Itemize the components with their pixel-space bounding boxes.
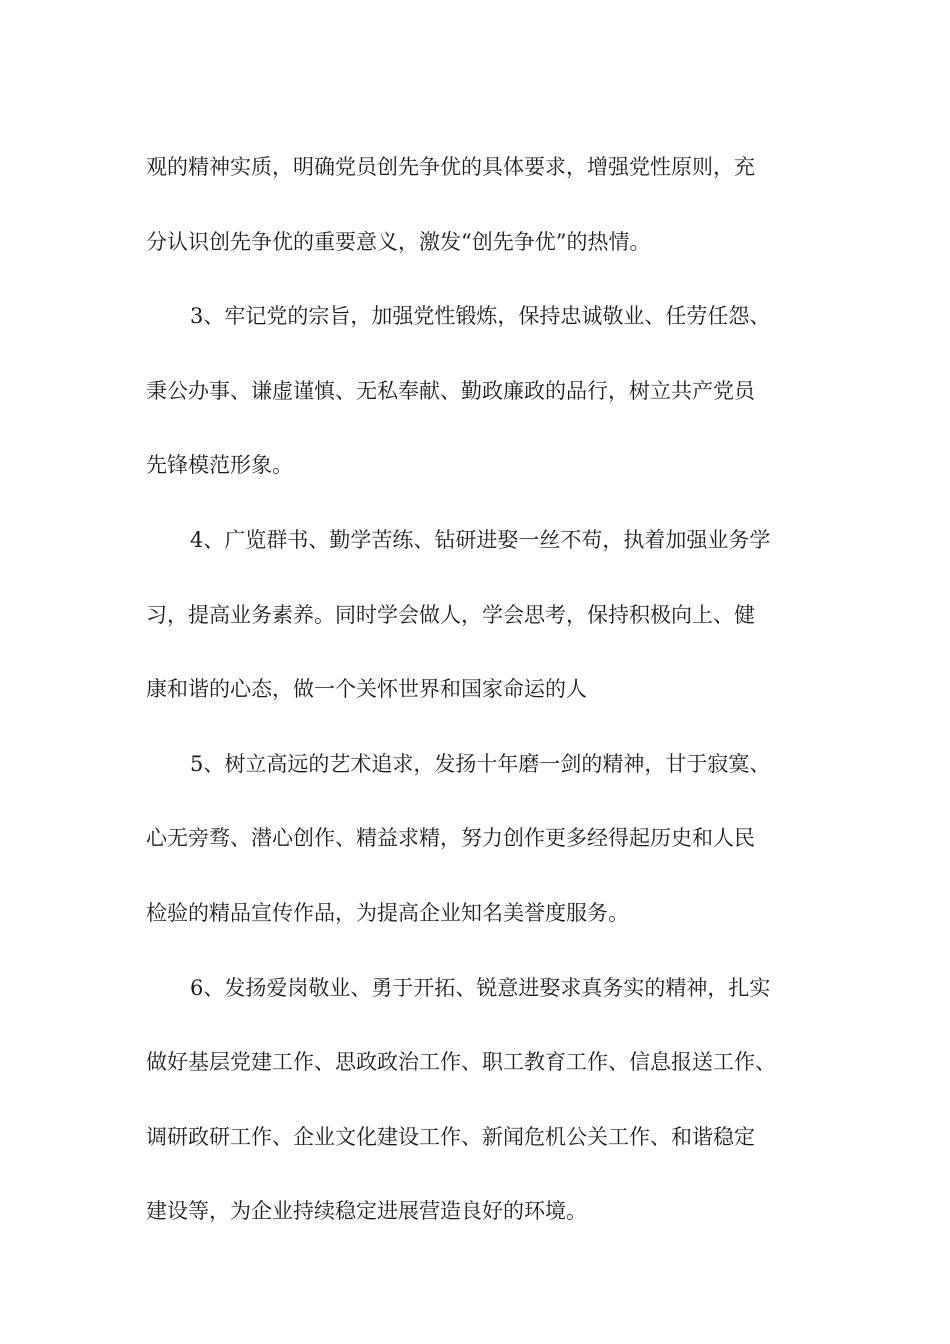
paragraph-4-start: 4、广览群书、勤学苦练、钻研进娶一丝不苟，执着加强业务学 <box>190 527 771 552</box>
text-line: 先锋模范形象。 <box>146 453 293 478</box>
text-line: 心无旁骛、潜心创作、精益求精，努力创作更多经得起历史和人民 <box>146 826 755 851</box>
text-line: 观的精神实质，明确党员创先争优的具体要求，增强党性原则，充 <box>146 155 755 179</box>
text-line: 建设等，为企业持续稳定进展营造良好的环境。 <box>146 1199 587 1224</box>
text-line: 分认识创先争优的重要意义，激发“创先争优”的热情。 <box>146 229 651 254</box>
text-line: 秉公办事、谦虚谨慎、无私奉献、勤政廉政的品行，树立共产党员 <box>146 378 755 403</box>
text-line: 习，提高业务素养。同时学会做人，学会思考，保持积极向上、健 <box>146 602 755 627</box>
text-line: 检验的精品宣传作品，为提高企业知名美誉度服务。 <box>146 900 629 925</box>
text-line: 做好基层党建工作、思政政治工作、职工教育工作、信息报送工作、 <box>146 1050 776 1075</box>
paragraph-3-start: 3、牢记党的宗旨，加强党性锻炼，保持忠诚敬业、任劳任怨、 <box>190 304 771 329</box>
paragraph-5-start: 5、树立高远的艺术追求，发扬十年磨一剑的精神，甘于寂寞、 <box>190 751 771 776</box>
text-line: 调研政研工作、企业文化建设工作、新闻危机公关工作、和谐稳定 <box>146 1124 755 1149</box>
document-body <box>146 130 826 1249</box>
paragraph-6-start: 6、发扬爱岗敬业、勇于开拓、锐意进娶求真务实的精神，扎实 <box>190 975 771 1000</box>
text-line: 康和谐的心态，做一个关怀世界和国家命运的人 <box>146 677 587 702</box>
